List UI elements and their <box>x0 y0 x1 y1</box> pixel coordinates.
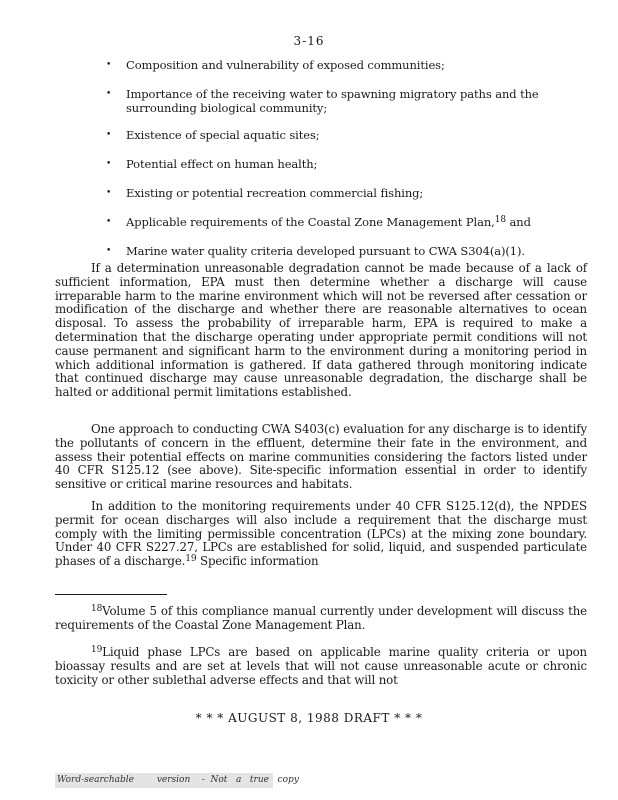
list-item: • Applicable requirements of the Coastal Zone Management Plan,$^{18}$ and <box>106 215 531 229</box>
footnote-ref-18[interactable]: 18 <box>494 215 506 225</box>
list-item: • Importance of the receiving water to spawning migratory paths and the surrounding biological community; <box>106 87 539 115</box>
body-paragraph-2: One approach to conducting CWA S403(c) evaluation for any discharge is to identify the pollutants of concern in the effluent, determine their fate in the environment, and assess their potential effects on marine communities considering the factors listed under 40 CFR S125.12 (see above). Site-specific information essential in order to identify sensitive or critical marine resources and habitats. <box>55 422 587 492</box>
bullet-icon: • <box>106 246 112 256</box>
list-item: • Composition and vulnerability of exposed communities; <box>106 58 445 72</box>
bullet-icon: • <box>106 89 112 99</box>
list-item: • Potential effect on human health; <box>106 157 318 171</box>
footnote-19: $^{19}$Liquid phase LPCs are based on applicable marine quality criteria or upon bioassay results and are set at levels that will not cause unreasonable acute or chronic toxicity or other sublethal adverse effects and that will not <box>55 645 587 687</box>
watermark-banner: Word-searchable version - Not a true copy <box>55 773 273 788</box>
bullet-icon: • <box>106 60 112 70</box>
criteria-list <box>104 58 574 273</box>
draft-label: * * * AUGUST 8, 1988 DRAFT * * * <box>195 711 423 725</box>
list-item: • Existing or potential recreation commercial fishing; <box>106 186 424 200</box>
footnote-18: $^{18}$Volume 5 of this compliance manual currently under development will discuss the requirements of the Coastal Zone Management Plan. <box>55 604 587 632</box>
bullet-icon: • <box>106 159 112 169</box>
footnote-number: 19 <box>91 645 103 655</box>
bullet-icon: • <box>106 188 112 198</box>
body-paragraph-3 <box>55 500 587 569</box>
body-paragraph-1: If a determination unreasonable degradation cannot be made because of a lack of sufficient information, EPA must then determine whether a discharge will cause irreparable harm to the marine environment which will not be reversed after cessation or modification of the discharge and whether there are reasonable alternatives to ocean disposal. To assess the probability of irreparable harm, EPA is required to make a determination that the discharge operating under appropriate permit conditions will not cause permanent and significant harm to the environment during a monitoring period in which additional information is gathered. If data gathered through monitoring indicate that continued discharge may cause unreasonable degradation, the discharge shall be halted or additional permit limitations established. <box>55 261 587 400</box>
footnote-number: 18 <box>91 604 103 614</box>
bullet-icon: • <box>106 130 112 140</box>
list-item: • Marine water quality criteria developed pursuant to CWA S304(a)(1). <box>106 244 525 258</box>
page-number: 3-16 <box>293 34 325 48</box>
footnote-ref-19[interactable]: 19 <box>185 554 197 565</box>
list-item: • Existence of special aquatic sites; <box>106 128 320 142</box>
footnote-divider <box>55 594 167 595</box>
bullet-icon: • <box>106 217 112 227</box>
paragraph-text: In addition to the monitoring requirements under 40 CFR S125.12(d), the NPDES permit for ocean discharges will also include a requirement that the discharge must comply with the limiting permissible concentration (LPCs) at the mixing zone boundary. Under 40 CFR S227.27, LPCs are established for solid, liquid, and suspended particulate phases of a discharge.$^{19}$ Specific information <box>55 499 587 569</box>
